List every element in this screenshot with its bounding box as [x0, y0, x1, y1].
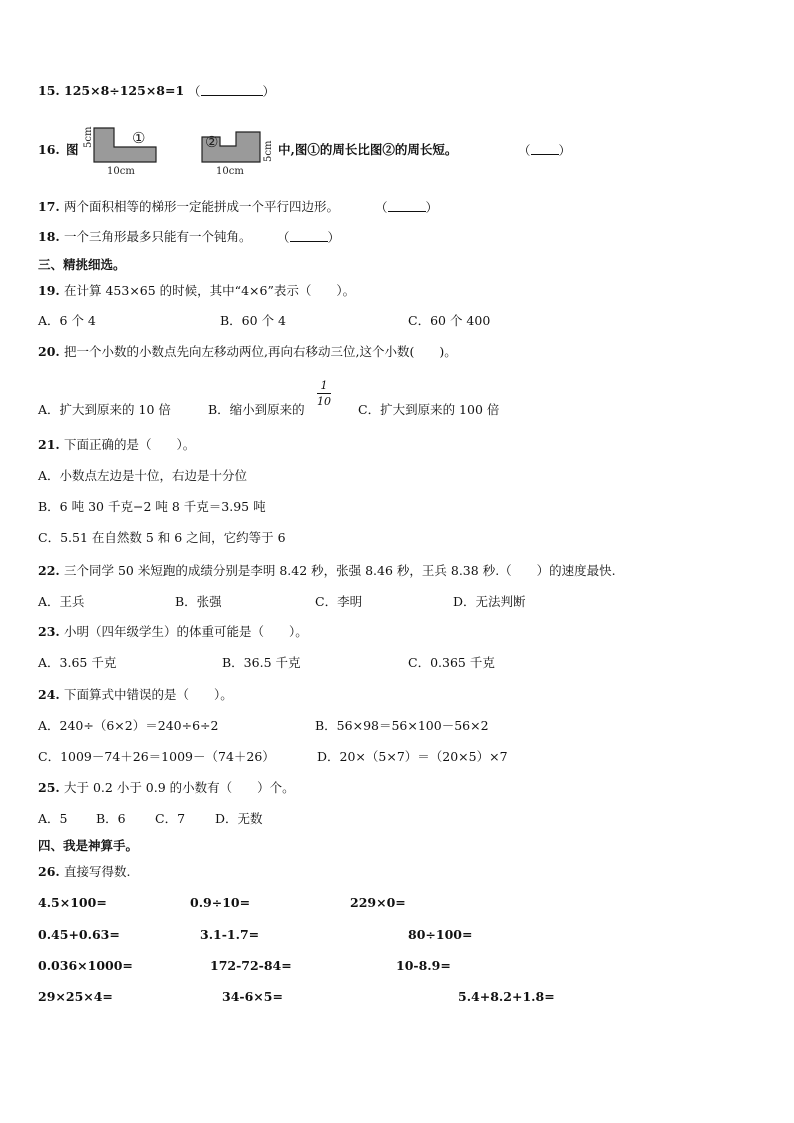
- q16-shapes-figure: [80, 120, 280, 180]
- q25-number: 25.: [38, 780, 60, 795]
- q22-text: 三个同学 50 米短跑的成绩分别是李明 8.42 秒，张强 8.46 秒，王兵 8.38 秒.（ ）的速度最快.: [64, 563, 616, 578]
- q19-option-c[interactable]: C．60 个 400: [408, 313, 491, 328]
- q24-text: 下面算式中错误的是（ ）。: [64, 687, 233, 702]
- q22-option-c[interactable]: C．李明: [315, 594, 363, 609]
- q25-option-b[interactable]: B．6: [96, 811, 126, 826]
- q21-option-b[interactable]: B．6 吨 30 千克−2 吨 8 千克＝3.95 吨: [38, 499, 266, 514]
- q26-item: 0.9÷10=: [190, 895, 251, 910]
- q17-close-paren: ）: [425, 200, 439, 215]
- q21-number: 21.: [38, 437, 60, 452]
- q26-item: 34-6×5=: [222, 989, 283, 1004]
- q18-answer-blank[interactable]: [290, 229, 328, 242]
- q26-number: 26.: [38, 864, 60, 879]
- q21-option-a[interactable]: A．小数点左边是十位，右边是十分位: [38, 468, 248, 483]
- q16-open-paren: （: [518, 143, 531, 158]
- q24-option-a[interactable]: A．240÷（6×2）＝240÷6÷2: [38, 718, 219, 733]
- q20-text: 把一个小数的小数点先向左移动两位,再向右移动三位,这个小数( )。: [64, 344, 457, 359]
- fraction-denominator: 10: [317, 395, 331, 408]
- q16-text: 中,图①的周长比图②的周长短。: [278, 142, 458, 157]
- q15-answer[interactable]: [188, 83, 275, 100]
- q17-number: 17.: [38, 199, 60, 214]
- q26-text: 直接写得数.: [64, 864, 131, 879]
- q23-option-c[interactable]: C．0.365 千克: [408, 655, 495, 670]
- q19-text: 在计算 453×65 的时候，其中“4×6”表示（ ）。: [64, 283, 356, 298]
- q22-option-a[interactable]: A．王兵: [38, 594, 85, 609]
- figure-1-height-label: 5cm: [83, 126, 94, 148]
- q26-item: 5.4+8.2+1.8=: [458, 989, 555, 1004]
- q22-number: 22.: [38, 563, 60, 578]
- figure-2-width-label: 10cm: [216, 166, 244, 177]
- q17-text: 两个面积相等的梯形一定能拼成一个平行四边形。: [64, 199, 340, 214]
- fraction-bar: [317, 393, 331, 394]
- q26-item: 3.1-1.7=: [200, 927, 260, 942]
- q22-option-b[interactable]: B．张强: [175, 594, 222, 609]
- figure-1-width-label: 10cm: [107, 166, 135, 177]
- figure-2-label: ②: [205, 133, 219, 151]
- q25-text: 大于 0.2 小于 0.9 的小数有（ ）个。: [64, 780, 295, 795]
- q26-item: 29×25×4=: [38, 989, 113, 1004]
- q24-number: 24.: [38, 687, 60, 702]
- q26-item: 0.45+0.63=: [38, 927, 120, 942]
- q19-number: 19.: [38, 283, 60, 298]
- q23-text: 小明（四年级学生）的体重可能是（ ）。: [64, 624, 308, 639]
- q20-option-b-fraction: [317, 379, 331, 408]
- q23-option-a[interactable]: A．3.65 千克: [38, 655, 117, 670]
- q16-number: 16.: [38, 142, 60, 157]
- q15-answer-blank[interactable]: [201, 83, 263, 96]
- q15-number: 15.: [38, 83, 60, 98]
- q16-lead: 图: [66, 142, 79, 157]
- q25-option-c[interactable]: C．7: [155, 811, 186, 826]
- figure-1-label: ①: [132, 129, 146, 147]
- q15-expression: 125×8÷125×8=1: [64, 83, 185, 98]
- figure-2: [202, 132, 274, 177]
- q17-answer-blank[interactable]: [388, 199, 426, 212]
- q18-text: 一个三角形最多只能有一个钝角。: [64, 229, 252, 244]
- figure-2-height-label: 5cm: [263, 140, 274, 162]
- q17-answer[interactable]: [375, 199, 438, 216]
- q25-option-a[interactable]: A．5: [38, 811, 68, 826]
- q26-item: 0.036×1000=: [38, 958, 133, 973]
- q18-close-paren: ）: [327, 230, 341, 245]
- section-3-title: 三、精挑细选。: [38, 257, 126, 272]
- q20-number: 20.: [38, 344, 60, 359]
- q22-option-d[interactable]: D．无法判断: [453, 594, 526, 609]
- q26-item: 4.5×100=: [38, 895, 107, 910]
- q24-option-b[interactable]: B．56×98＝56×100－56×2: [315, 718, 489, 733]
- q26-item: 172-72-84=: [210, 958, 292, 973]
- figure-1: [83, 126, 156, 177]
- q18-number: 18.: [38, 229, 60, 244]
- q20-option-b[interactable]: B．缩小到原来的: [208, 402, 305, 417]
- q18-answer[interactable]: [277, 229, 340, 246]
- q20-option-a[interactable]: A．扩大到原来的 10 倍: [38, 402, 171, 417]
- q24-option-c[interactable]: C．1009－74＋26＝1009－（74＋26）: [38, 749, 275, 764]
- q26-item: 80÷100=: [408, 927, 473, 942]
- q17-open-paren: （: [375, 200, 388, 215]
- q15-close-paren: ）: [262, 84, 276, 99]
- q16-close-paren: ）: [558, 143, 572, 158]
- q19-option-a[interactable]: A．6 个 4: [38, 313, 96, 328]
- q16-answer[interactable]: [518, 142, 571, 159]
- q21-option-c[interactable]: C．5.51 在自然数 5 和 6 之间，它约等于 6: [38, 530, 286, 545]
- q18-open-paren: （: [277, 230, 290, 245]
- q21-text: 下面正确的是（ ）。: [64, 437, 196, 452]
- q16-answer-blank[interactable]: [531, 142, 559, 155]
- q15-open-paren: （: [188, 84, 201, 99]
- q19-option-b[interactable]: B．60 个 4: [220, 313, 286, 328]
- section-4-title: 四、我是神算手。: [38, 838, 139, 853]
- q24-option-d[interactable]: D．20×（5×7）＝（20×5）×7: [317, 749, 508, 764]
- shape-1: [94, 128, 156, 162]
- q23-option-b[interactable]: B．36.5 千克: [222, 655, 301, 670]
- q25-option-d[interactable]: D．无数: [215, 811, 263, 826]
- fraction-numerator: 1: [320, 379, 328, 392]
- q26-item: 229×0=: [350, 895, 406, 910]
- q26-item: 10-8.9=: [396, 958, 451, 973]
- q20-option-c[interactable]: C．扩大到原来的 100 倍: [358, 402, 500, 417]
- q23-number: 23.: [38, 624, 60, 639]
